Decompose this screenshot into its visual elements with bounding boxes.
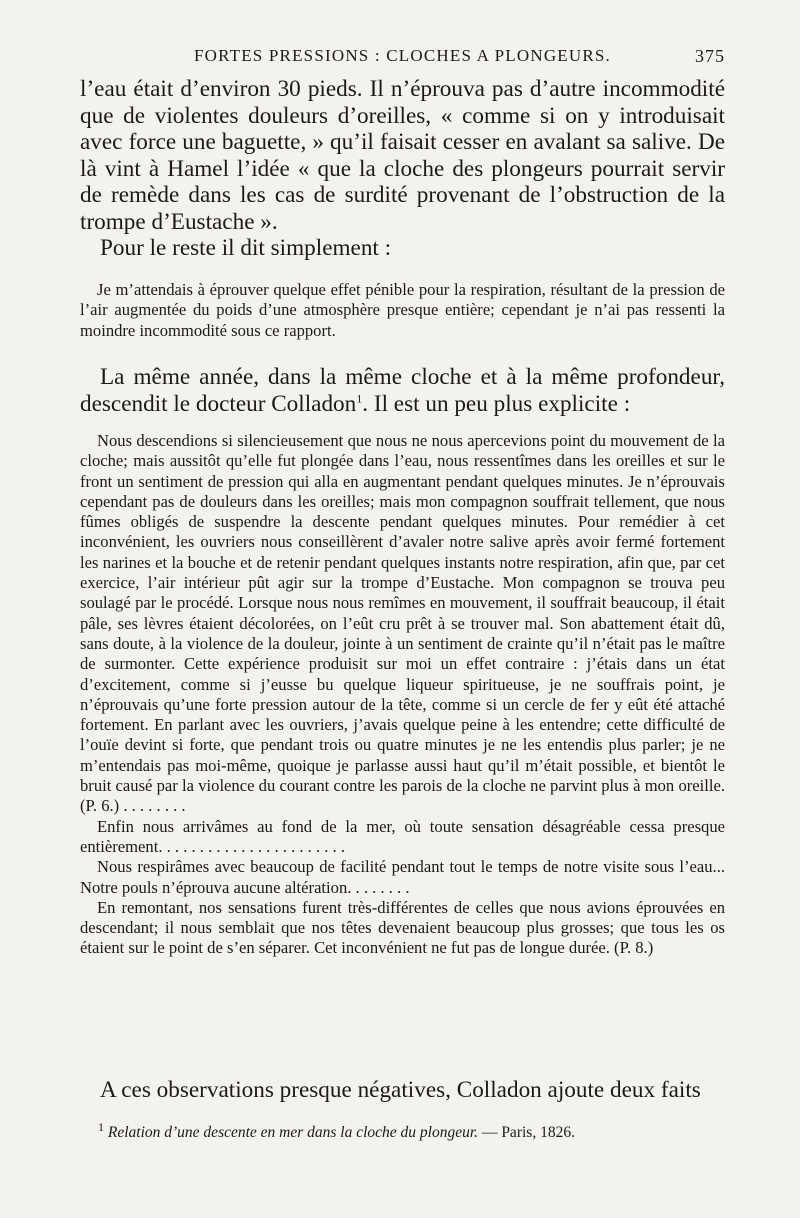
closing-line: A ces observations presque négatives, Colladon ajoute deux faits — [100, 1077, 701, 1103]
closing-block — [80, 1077, 725, 1104]
running-title: FORTES PRESSIONS : CLOCHES A PLONGEURS. — [193, 46, 612, 65]
opening-paragraph: l’eau était d’environ 30 pieds. Il n’éprouva pas d’autre incommodité que de violentes douleurs d’oreilles, « comme si on y introduisait avec force une baguette, » qu’il faisait cesser en avalant sa salive. De là vint à Hamel l’idée « que la cloche des plongeurs pourrait servir de remède dans les cas de surdité provenant de l’obstruction de la trompe d’Eustache ». — [80, 76, 725, 235]
footnote — [98, 1119, 718, 1143]
quote-hamel — [80, 280, 725, 341]
quote-colladon-para-2: Enfin nous arrivâmes au fond de la mer, où toute sensation désagréable cessa presque entièrement. . . . . . . . . . . . . . . . . . . . . . . — [80, 816, 725, 856]
quote-hamel-text: Je m’attendais à éprouver quelque effet pénible pour la respiration, résultant de la pression de l’air augmentée du poids d’une atmosphère presque entière; cependant je n’ai pas ressenti la moindre incommodité sous ce rapport. — [80, 280, 725, 340]
colladon-paragraph-tail: . Il est un peu plus explicite : — [362, 390, 631, 417]
quote-colladon — [80, 431, 725, 959]
colladon-paragraph-main: La même année, dans la même cloche et à la même profondeur, descendit le docteur Colladon — [80, 364, 725, 417]
colladon-paragraph — [80, 364, 725, 417]
quote-colladon-para-1: Nous descendions si silencieusement que nous ne nous apercevions point du mouvement de la cloche; mais aussitôt qu’elle fut plongée dans l’eau, nous ressentîmes dans les oreilles et sur le front un sentiment de pression qui alla en augmentant pendant quelques minutes. Je n’éprouvais cependant pas de douleurs dans les oreilles; mais mon compagnon souffrait tellement, que nous fûmes obligés de suspendre la descente pendant quelques minutes. Pour remédier à cet inconvénient, les ouvriers nous conseillèrent d’avaler notre salive après avoir fermé fortement les narines et la bouche et de retenir pendant quelques instants notre respiration, afin que, par cet exercice, l’air intérieur pût agir sur la trompe d’Eustache. Mon compagnon se trouva peu soulagé par le procédé. Lorsque nous nous remîmes en mouvement, il souffrait beaucoup, il était pâle, ses lèvres étaient décolorées, on l’eût cru prêt à se trouver mal. Son abattement était dû, sans doute, à la violence de la douleur, jointe à un sentiment de crainte qu’il n’était pas le maître de surmonter. Cette expérience produisit sur moi un effet contraire : j’étais dans un état d’excitement, comme si j’eusse bu quelque liqueur spiritueuse, je ne souffrais point, je n’éprouvais qu’une forte pression autour de la tête, comme si un cercle de fer y eût été attaché fortement. En parlant avec les ouvriers, j’avais quelque peine à les entendre; cette difficulté de l’ouïe devint si forte, que pendant trois ou quatre minutes je ne les entendis plus parler; je ne m’entendais pas moi-même, quoique je parlasse aussi haut qu’il m’était possible, et bientôt le bruit causé par la violence du courant contre les parois de la cloche ne parvint plus à mon oreille. (P. 6.) . . . . . . . . — [80, 431, 725, 816]
intro-line: Pour le reste il dit simplement : — [100, 235, 392, 261]
footnote-source: — Paris, 1826. — [478, 1124, 575, 1141]
footnote-number: 1 — [98, 1119, 104, 1134]
quote-colladon-para-3: Nous respirâmes avec beaucoup de facilité pendant tout le temps de notre visite sous l’eau... Notre pouls n’éprouva aucune altération. . . . . . . . — [80, 857, 725, 897]
quote-colladon-para-4: En remontant, nos sensations furent très-différentes de celles que nous avions éprouvées en descendant; il nous semblait que nos têtes devenaient beaucoup plus grosses; que tous les os étaient sur le point de s’en séparer. Cet inconvénient ne fut pas de longue durée. (P. 8.) — [80, 897, 725, 958]
running-head — [80, 46, 725, 70]
opening-block — [80, 76, 725, 262]
footnote-marker: 1 — [356, 390, 363, 405]
page-number: 375 — [695, 46, 725, 66]
footnote-title: Relation d’une descente en mer dans la cloche du plongeur. — [107, 1124, 479, 1141]
